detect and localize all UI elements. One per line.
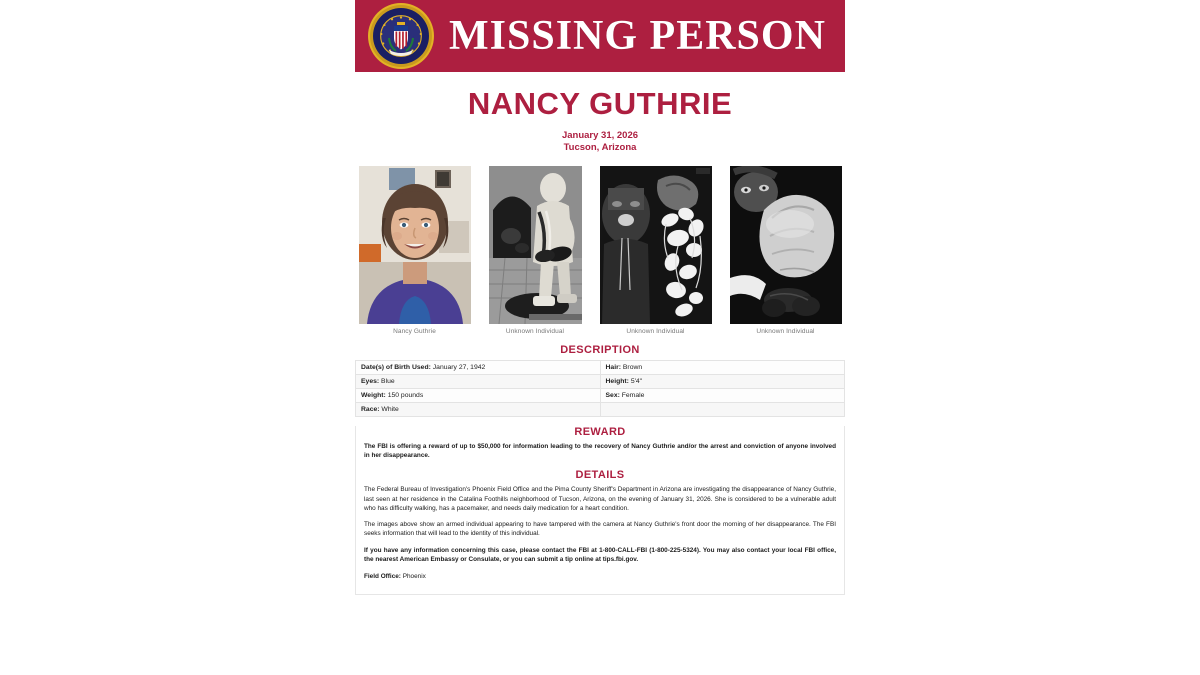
incident-date: January 31, 2026 (561, 130, 639, 141)
description-cell-empty (600, 402, 845, 416)
description-cell-weight (356, 388, 601, 402)
section-heading-reward: REWARD (574, 425, 626, 438)
description-table-wrap (355, 360, 845, 417)
page-title: NANCY GUTHRIE (467, 86, 733, 121)
photo-cell (730, 166, 842, 335)
cell-value: 5'4" (630, 377, 643, 385)
photo-cell (489, 166, 582, 335)
table-row (356, 402, 845, 416)
incident-location: Tucson, Arizona (563, 141, 637, 153)
description-table (355, 360, 845, 417)
cell-value: Blue (381, 377, 395, 385)
poster-body (355, 426, 845, 596)
photo-strip (355, 166, 845, 335)
cell-label: Race: (361, 405, 380, 413)
section-heading-description: DESCRIPTION (560, 343, 640, 356)
photo-caption: Unknown Individual (505, 327, 565, 335)
photo-caption: Unknown Individual (756, 327, 815, 335)
photo-nancy-guthrie[interactable] (359, 166, 471, 324)
cell-label: Hair: (605, 363, 621, 371)
field-office (364, 573, 836, 580)
reward-text: The FBI is offering a reward of up to $50,000 for information leading to the recovery of Nancy Guthrie and/or the arrest and conviction of anyone involved in her disappearance. (364, 442, 836, 460)
description-cell-hair (600, 360, 845, 374)
details-paragraph-1: The Federal Bureau of Investigation's Phoenix Field Office and the Pima County Sheriff's Department in Arizona are investigating the disappearance of Nancy Guthrie, last seen at her residence in the Catalina Foothills neighborhood of Tucson, Arizona, on the evening of January 31, 2026. She is considered to be a vulnerable adult who has difficulty walking, has a pacemaker, and needs daily medication for a heart condition. (364, 486, 836, 512)
table-row (356, 374, 845, 388)
poster-page (355, 72, 845, 595)
details-contact-paragraph: If you have any information concerning this case, please contact the FBI at 1-800-CALL-FBI (1-800-225-5324). You may also contact your local FBI office, the nearest American Embassy or Consulate, or you can submit a tip online at tips.fbi.gov. (364, 546, 836, 563)
cell-value: Brown (622, 363, 643, 371)
cell-label: Weight: (361, 391, 386, 399)
photo-caption: Nancy Guthrie (393, 327, 436, 335)
cell-value: White (381, 405, 399, 413)
cell-label: Date(s) of Birth Used: (361, 363, 431, 371)
field-office-label: Field Office: (364, 573, 401, 581)
cell-label: Eyes: (361, 377, 380, 385)
section-heading-details: DETAILS (575, 469, 625, 482)
photo-unknown-individual-2[interactable] (600, 166, 712, 324)
fbi-seal-icon (367, 2, 435, 70)
photo-cell (359, 166, 471, 335)
cell-label: Height: (605, 377, 629, 385)
table-row (356, 360, 845, 374)
photo-cell (600, 166, 712, 335)
description-cell-dob (356, 360, 601, 374)
description-cell-eyes (356, 374, 601, 388)
description-cell-race (356, 402, 601, 416)
photo-unknown-individual-1[interactable] (489, 166, 582, 324)
details-paragraph-2: The images above show an armed individual appearing to have tampered with the camera at Nancy Guthrie's front door the morning of her disappearance. The FBI seeks information that will lead to the identity of this individual. (364, 521, 836, 538)
cell-value: January 27, 1942 (432, 363, 486, 371)
description-cell-height (600, 374, 845, 388)
table-row (356, 388, 845, 402)
poster-subhead (355, 130, 845, 154)
field-office-value: Phoenix (402, 573, 426, 581)
photo-caption: Unknown Individual (626, 327, 685, 335)
cell-value: 150 pounds (387, 391, 424, 399)
banner-title: MISSING PERSON (449, 13, 826, 59)
cell-label: Sex: (605, 391, 620, 399)
poster-banner (355, 0, 845, 72)
photo-unknown-individual-3[interactable] (730, 166, 842, 324)
cell-value: Female (621, 391, 645, 399)
description-cell-sex (600, 388, 845, 402)
